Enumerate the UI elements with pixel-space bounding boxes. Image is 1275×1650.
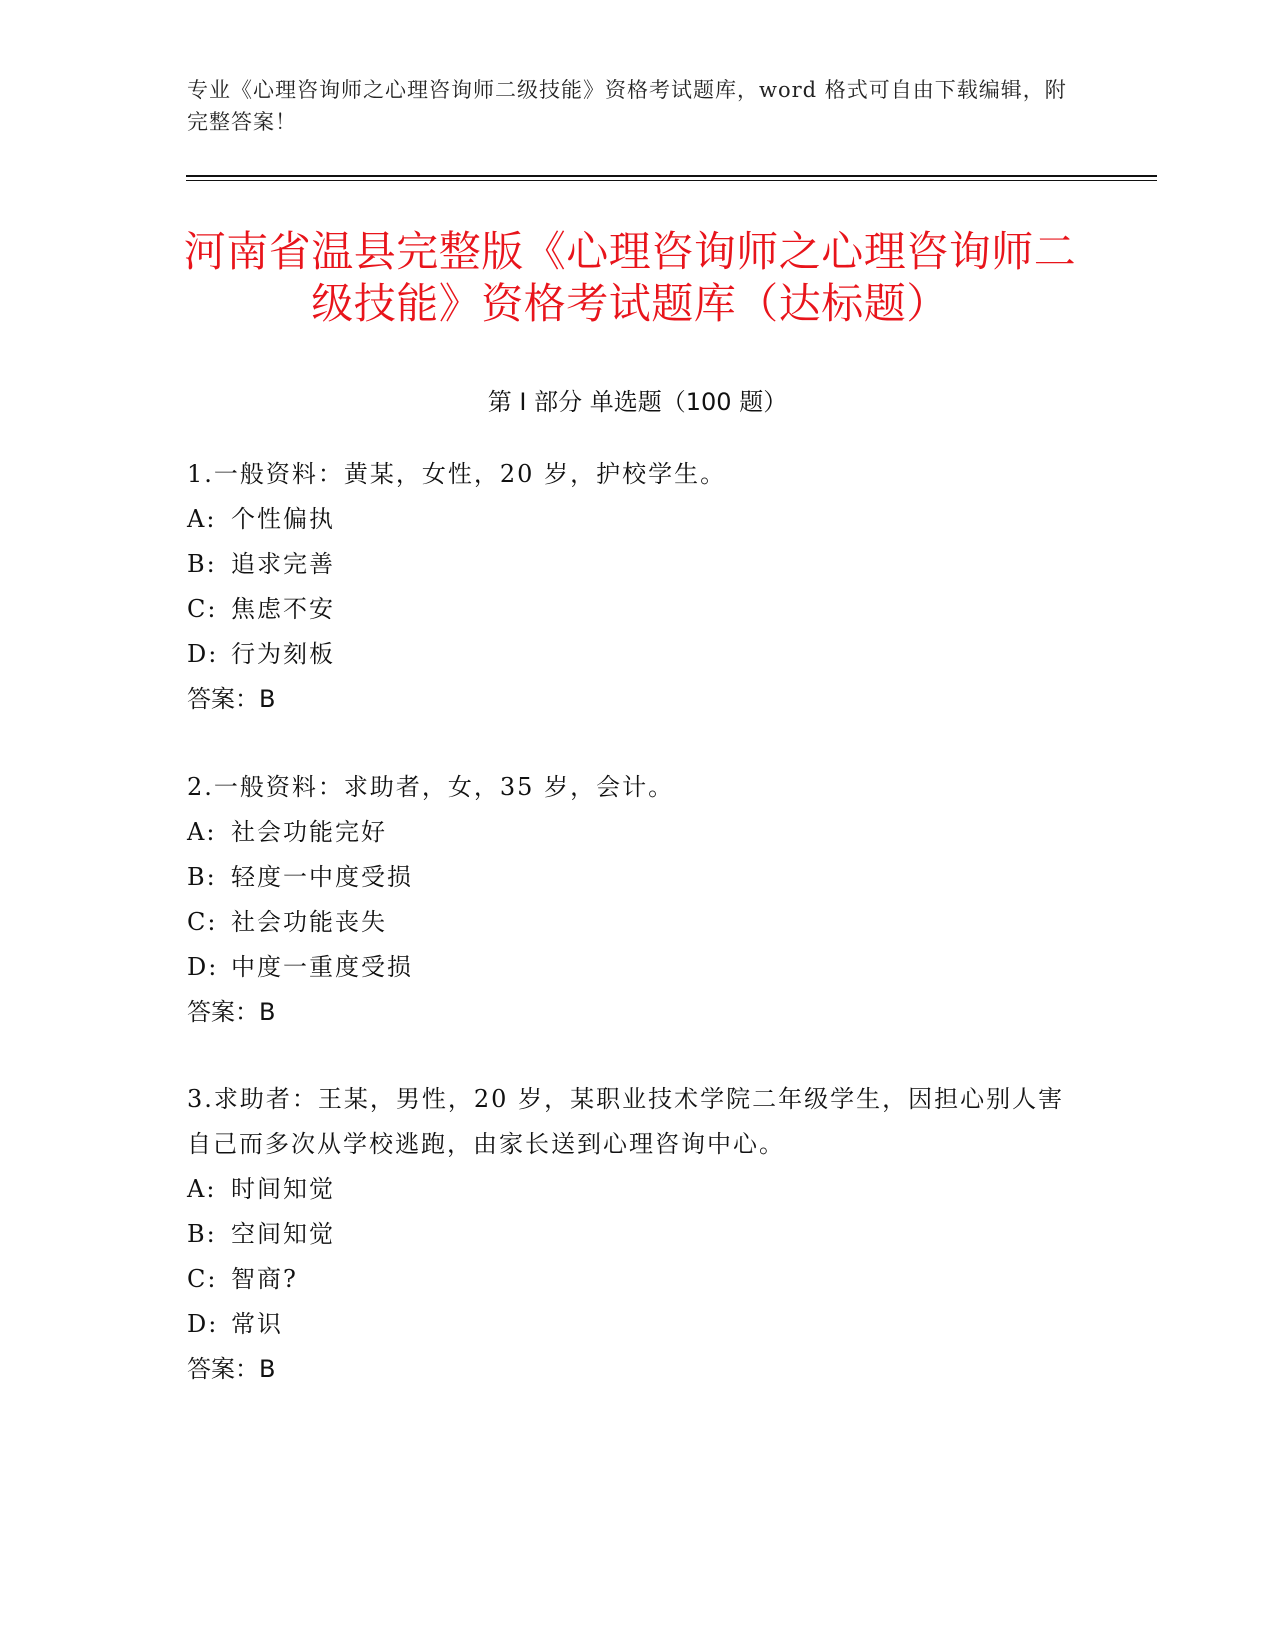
option-letter: B: (187, 863, 217, 891)
option-letter: A: (187, 505, 217, 533)
option-text: 常识 (231, 1310, 283, 1338)
option-text: 智商? (231, 1265, 298, 1293)
option-text: 时间知觉 (231, 1175, 335, 1203)
option-text: 社会功能完好 (231, 818, 387, 846)
option-b (187, 855, 1067, 900)
answer-line: 答案：B (187, 685, 276, 713)
answer-line: 答案：B (187, 1355, 276, 1383)
question-stem: 1.一般资料：黄某，女性，20 岁，护校学生。 (187, 460, 727, 488)
answer-line: 答案：B (187, 998, 276, 1026)
option-text: 轻度一中度受损 (231, 863, 413, 891)
header-note: 专业《心理咨询师之心理咨询师二级技能》资格考试题库，word 格式可自由下载编辑，附完整答案！ (187, 78, 1067, 134)
option-text: 个性偏执 (231, 505, 335, 533)
question-1 (187, 452, 1067, 722)
question-stem: 2.一般资料：求助者，女，35 岁，会计。 (187, 773, 675, 801)
option-a (187, 497, 1067, 542)
question-stem: 3.求助者：王某，男性，20 岁，某职业技术学院二年级学生，因担心别人害自己而多次从学校逃跑，由家长送到心理咨询中心。 (187, 1085, 1065, 1158)
option-text: 社会功能丧失 (231, 908, 387, 936)
document-title: 河南省温县完整版《心理咨询师之心理咨询师二级技能》资格考试题库（达标题） (183, 227, 1077, 328)
option-letter: C: (187, 908, 218, 936)
option-a (187, 1167, 1067, 1212)
option-letter: A: (187, 818, 217, 846)
option-letter: C: (187, 595, 218, 623)
header-rule-thin (186, 180, 1157, 181)
option-b (187, 542, 1067, 587)
option-c (187, 587, 1067, 632)
option-text: 行为刻板 (231, 640, 335, 668)
section-heading: 第 I 部分 单选题（100 题） (487, 388, 788, 416)
option-letter: D: (187, 1310, 219, 1338)
option-text: 空间知觉 (231, 1220, 335, 1248)
option-letter: A: (187, 1175, 217, 1203)
option-letter: D: (187, 640, 219, 668)
option-a (187, 810, 1067, 855)
option-c (187, 900, 1067, 945)
option-b (187, 1212, 1067, 1257)
header-rule (186, 175, 1157, 177)
option-letter: C: (187, 1265, 218, 1293)
option-letter: B: (187, 1220, 217, 1248)
option-d (187, 945, 1067, 990)
option-text: 追求完善 (231, 550, 335, 578)
option-letter: D: (187, 953, 219, 981)
option-d (187, 1302, 1067, 1347)
option-d (187, 632, 1067, 677)
option-text: 焦虑不安 (231, 595, 335, 623)
option-c (187, 1257, 1067, 1302)
question-3 (187, 1077, 1067, 1392)
question-2 (187, 765, 1067, 1035)
option-letter: B: (187, 550, 217, 578)
option-text: 中度一重度受损 (231, 953, 413, 981)
